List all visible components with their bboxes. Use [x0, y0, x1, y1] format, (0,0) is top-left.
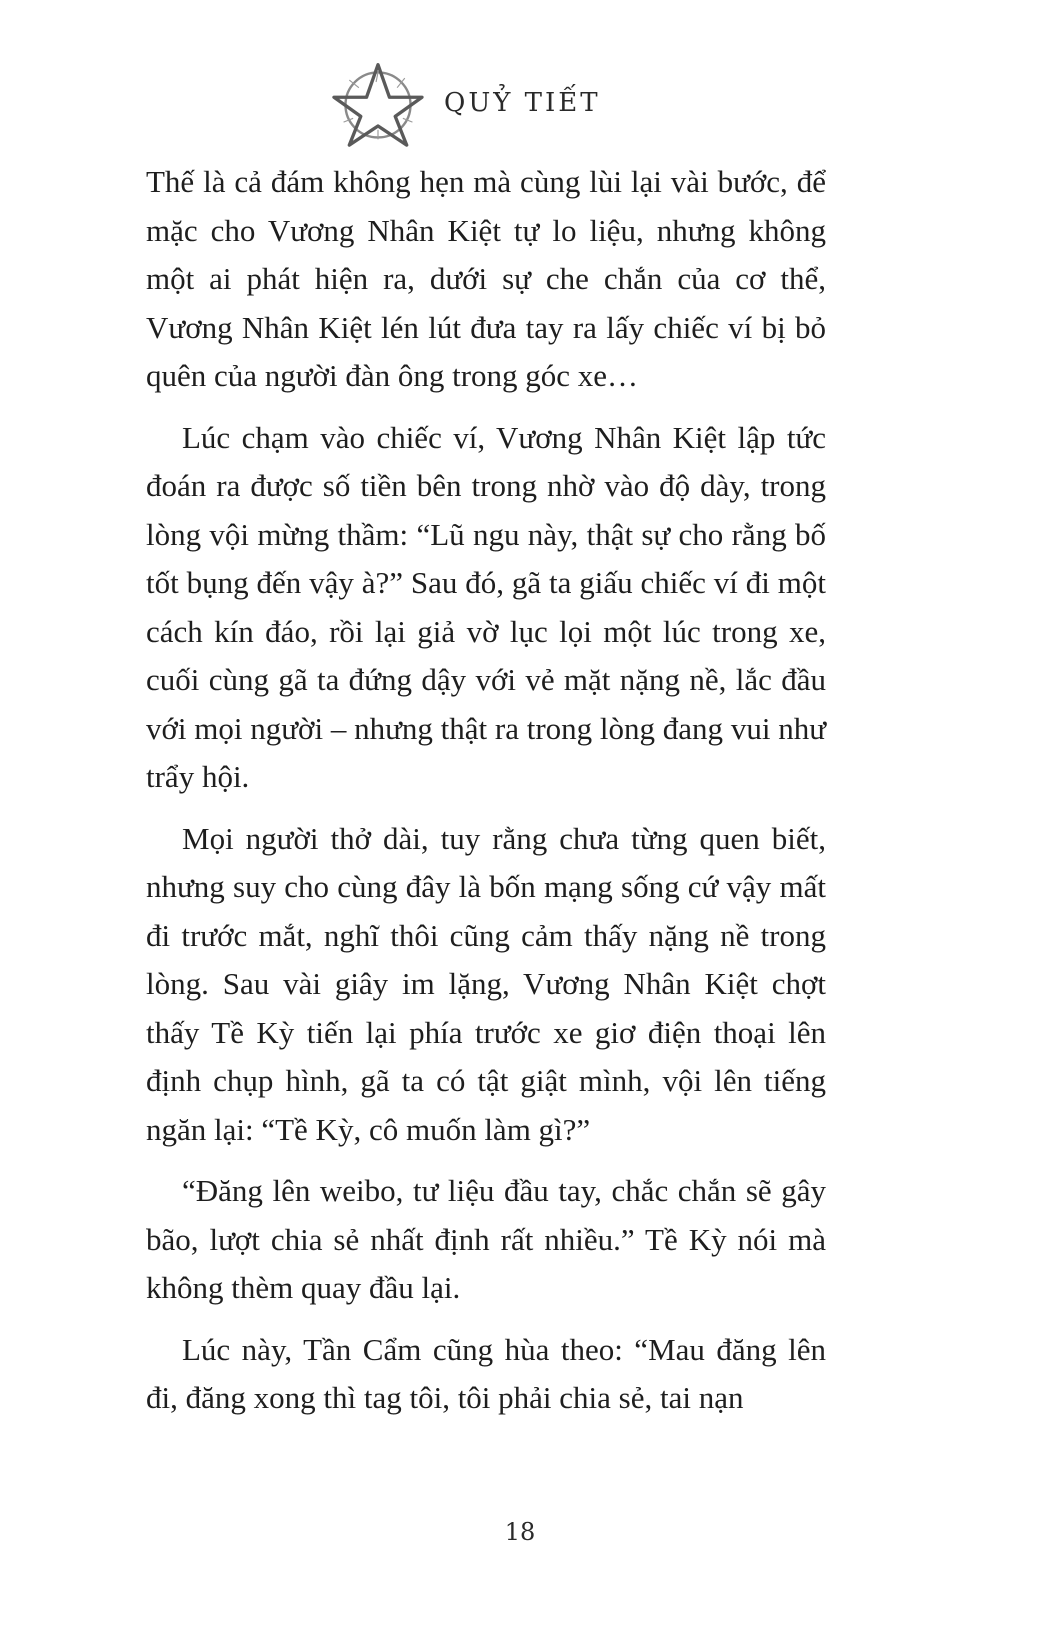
page-body: [146, 158, 826, 1436]
paragraph: Mọi người thở dài, tuy rằng chưa từng quen biết, nhưng suy cho cùng đây là bốn mạng sống cứ vậy mất đi trước mắt, nghĩ thôi cũng cảm thấy nặng nề trong lòng. Sau vài giây im lặng, Vương Nhân Kiệt chợt thấy Tề Kỳ tiến lại phía trước xe giơ điện thoại lên định chụp hình, gã ta có tật giật mình, vội lên tiếng ngăn lại: “Tề Kỳ, cô muốn làm gì?”: [146, 820, 826, 1147]
paragraph: Lúc chạm vào chiếc ví, Vương Nhân Kiệt lập tức đoán ra được số tiền bên trong nhờ vào độ dày, trong lòng vội mừng thầm: “Lũ ngu này, thật sự cho rằng bố tốt bụng đến vậy à?” Sau đó, gã ta giấu chiếc ví đi một cách kín đáo, rồi lại giả vờ lục lọi một lúc trong xe, cuối cùng gã ta đứng dậy với vẻ mặt nặng nề, lắc đầu với mọi người – nhưng thật ra trong lòng đang vui như trẩy hội.: [146, 419, 826, 794]
book-title: QUỶ TIẾT: [444, 88, 601, 118]
paragraph: Lúc này, Tần Cẩm cũng hùa theo: “Mau đăng lên đi, đăng xong thì tag tôi, tôi phải chia sẻ, tai nạn: [146, 1331, 826, 1415]
page-number: 18: [504, 1518, 536, 1546]
running-header: [330, 58, 601, 148]
paragraph: “Đăng lên weibo, tư liệu đầu tay, chắc chắn sẽ gây bão, lượt chia sẻ nhất định rất nhiều.” Tề Kỳ nói mà không thèm quay đầu lại.: [146, 1173, 826, 1305]
pentagram-icon: [330, 59, 426, 147]
paragraph: Thế là cả đám không hẹn mà cùng lùi lại vài bước, để mặc cho Vương Nhân Kiệt tự lo liệu, nhưng không một ai phát hiện ra, dưới sự che chắn của cơ thể, Vương Nhân Kiệt lén lút đưa tay ra lấy chiếc ví bị bỏ quên của người đàn ông trong góc xe…: [146, 164, 826, 393]
